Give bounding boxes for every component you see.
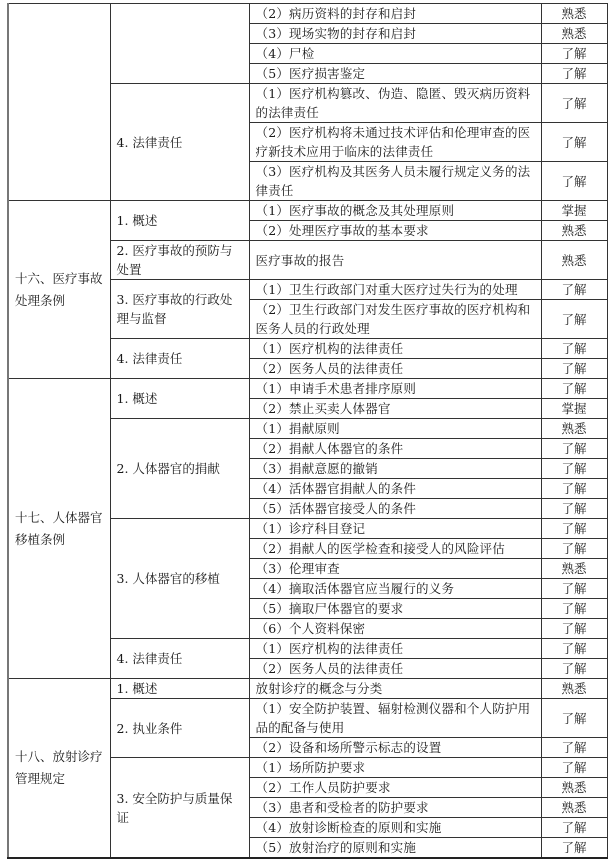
content-item-cell: （1）场所防护要求 [249,758,541,778]
subunit-title-cell: 4. 法律责任 [110,639,249,679]
content-item-cell: （5）摘取尸体器官的要求 [249,599,541,619]
requirement-level-cell: 了解 [541,280,607,300]
content-item-cell: （3）捐献意愿的撤销 [249,459,541,479]
requirement-level-cell: 了解 [541,758,607,778]
requirement-level-cell: 熟悉 [541,221,607,241]
content-item-cell: （2）设备和场所警示标志的设置 [249,738,541,758]
requirement-level-cell: 了解 [541,379,607,399]
content-item-cell: （1）医疗事故的概念及其处理原则 [249,201,541,221]
requirement-level-cell: 了解 [541,339,607,359]
requirement-level-cell: 了解 [541,639,607,659]
requirement-level-cell: 了解 [541,539,607,559]
requirement-level-cell: 了解 [541,439,607,459]
requirement-level-cell: 了解 [541,659,607,679]
requirement-level-cell: 熟悉 [541,4,607,24]
content-item-cell: （5）医疗损害鉴定 [249,64,541,84]
requirement-level-cell: 了解 [541,579,607,599]
content-item-cell: （6）个人资料保密 [249,619,541,639]
content-item-cell: （1）医疗机构的法律责任 [249,639,541,659]
unit-title-cell: 十六、医疗事故处理条例 [8,201,110,379]
subunit-title-cell: 2. 医疗事故的预防与处置 [110,241,249,280]
subunit-title-cell: 1. 概述 [110,201,249,241]
table-row [8,201,607,221]
table-row [8,679,607,699]
content-item-cell: （1）诊疗科目登记 [249,519,541,539]
subunit-title-cell: 3. 安全防护与质量保证 [110,758,249,859]
requirement-level-cell: 了解 [541,123,607,162]
subunit-title-cell: 1. 概述 [110,379,249,419]
content-item-cell: （2）工作人员防护要求 [249,778,541,798]
content-item-cell: （1）医疗机构篡改、伪造、隐匿、毁灭病历资料的法律责任 [249,84,541,123]
requirement-level-cell: 了解 [541,519,607,539]
content-item-cell: （4）摘取活体器官应当履行的义务 [249,579,541,599]
requirement-level-cell: 熟悉 [541,241,607,280]
content-item-cell: （2）医疗机构将未通过技术评估和伦理审查的医疗新技术应用于临床的法律责任 [249,123,541,162]
content-item-cell: （3）医疗机构及其医务人员未履行规定义务的法律责任 [249,162,541,201]
requirement-level-cell: 了解 [541,838,607,859]
unit-title-cell: 十七、人体器官移植条例 [8,379,110,679]
content-item-cell: （3）患者和受检者的防护要求 [249,798,541,818]
content-item-cell: （1）捐献原则 [249,419,541,439]
content-item-cell: （1）医疗机构的法律责任 [249,339,541,359]
requirement-level-cell: 了解 [541,738,607,758]
content-item-cell: （2）病历资料的封存和启封 [249,4,541,24]
requirement-level-cell: 了解 [541,459,607,479]
requirement-level-cell: 了解 [541,359,607,379]
requirement-level-cell: 了解 [541,818,607,838]
requirement-level-cell: 掌握 [541,201,607,221]
requirement-level-cell: 熟悉 [541,559,607,579]
content-item-cell: （1）卫生行政部门对重大医疗过失行为的处理 [249,280,541,300]
requirement-level-cell: 熟悉 [541,679,607,699]
subunit-title-cell: 4. 法律责任 [110,339,249,379]
subunit-title-cell: 1. 概述 [110,679,249,699]
content-item-cell: （4）尸检 [249,44,541,64]
table-row [8,4,607,24]
subunit-title-cell: 2. 执业条件 [110,699,249,758]
requirement-level-cell: 熟悉 [541,778,607,798]
requirement-level-cell: 了解 [541,300,607,339]
requirement-level-cell: 掌握 [541,399,607,419]
content-item-cell: （2）医务人员的法律责任 [249,659,541,679]
content-item-cell: 医疗事故的报告 [249,241,541,280]
content-item-cell: （4）活体器官捐献人的条件 [249,479,541,499]
requirement-level-cell: 了解 [541,162,607,201]
requirement-level-cell: 了解 [541,84,607,123]
subunit-title-cell: 4. 法律责任 [110,84,249,201]
subunit-title-cell: 3. 人体器官的移植 [110,519,249,639]
subunit-title-cell: 3. 医疗事故的行政处理与监督 [110,280,249,339]
table-row [8,379,607,399]
requirement-level-cell: 了解 [541,599,607,619]
requirement-level-cell: 了解 [541,64,607,84]
content-item-cell: （2）卫生行政部门对发生医疗事故的医疗机构和医务人员的行政处理 [249,300,541,339]
syllabus-body [8,4,607,859]
content-item-cell: （5）活体器官接受人的条件 [249,499,541,519]
content-item-cell: （4）放射诊断检查的原则和实施 [249,818,541,838]
content-item-cell: （2）捐献人体器官的条件 [249,439,541,459]
content-item-cell: （2）捐献人的医学检查和接受人的风险评估 [249,539,541,559]
requirement-level-cell: 了解 [541,619,607,639]
requirement-level-cell: 熟悉 [541,419,607,439]
unit-title-cell [8,4,110,201]
subunit-title-cell [110,4,249,84]
content-item-cell: （3）伦理审查 [249,559,541,579]
content-item-cell: （1）安全防护装置、辐射检测仪器和个人防护用品的配备与使用 [249,699,541,738]
content-item-cell: （2）医务人员的法律责任 [249,359,541,379]
requirement-level-cell: 了解 [541,699,607,738]
requirement-level-cell: 了解 [541,479,607,499]
content-item-cell: （2）处理医疗事故的基本要求 [249,221,541,241]
requirement-level-cell: 熟悉 [541,24,607,44]
unit-title-cell: 十八、放射诊疗管理规定 [8,679,110,859]
requirement-level-cell: 了解 [541,44,607,64]
syllabus-table [7,3,608,859]
content-item-cell: （2）禁止买卖人体器官 [249,399,541,419]
subunit-title-cell: 2. 人体器官的捐献 [110,419,249,519]
content-item-cell: （5）放射治疗的原则和实施 [249,838,541,859]
requirement-level-cell: 了解 [541,499,607,519]
requirement-level-cell: 熟悉 [541,798,607,818]
content-item-cell: （1）申请手术患者排序原则 [249,379,541,399]
content-item-cell: 放射诊疗的概念与分类 [249,679,541,699]
content-item-cell: （3）现场实物的封存和启封 [249,24,541,44]
